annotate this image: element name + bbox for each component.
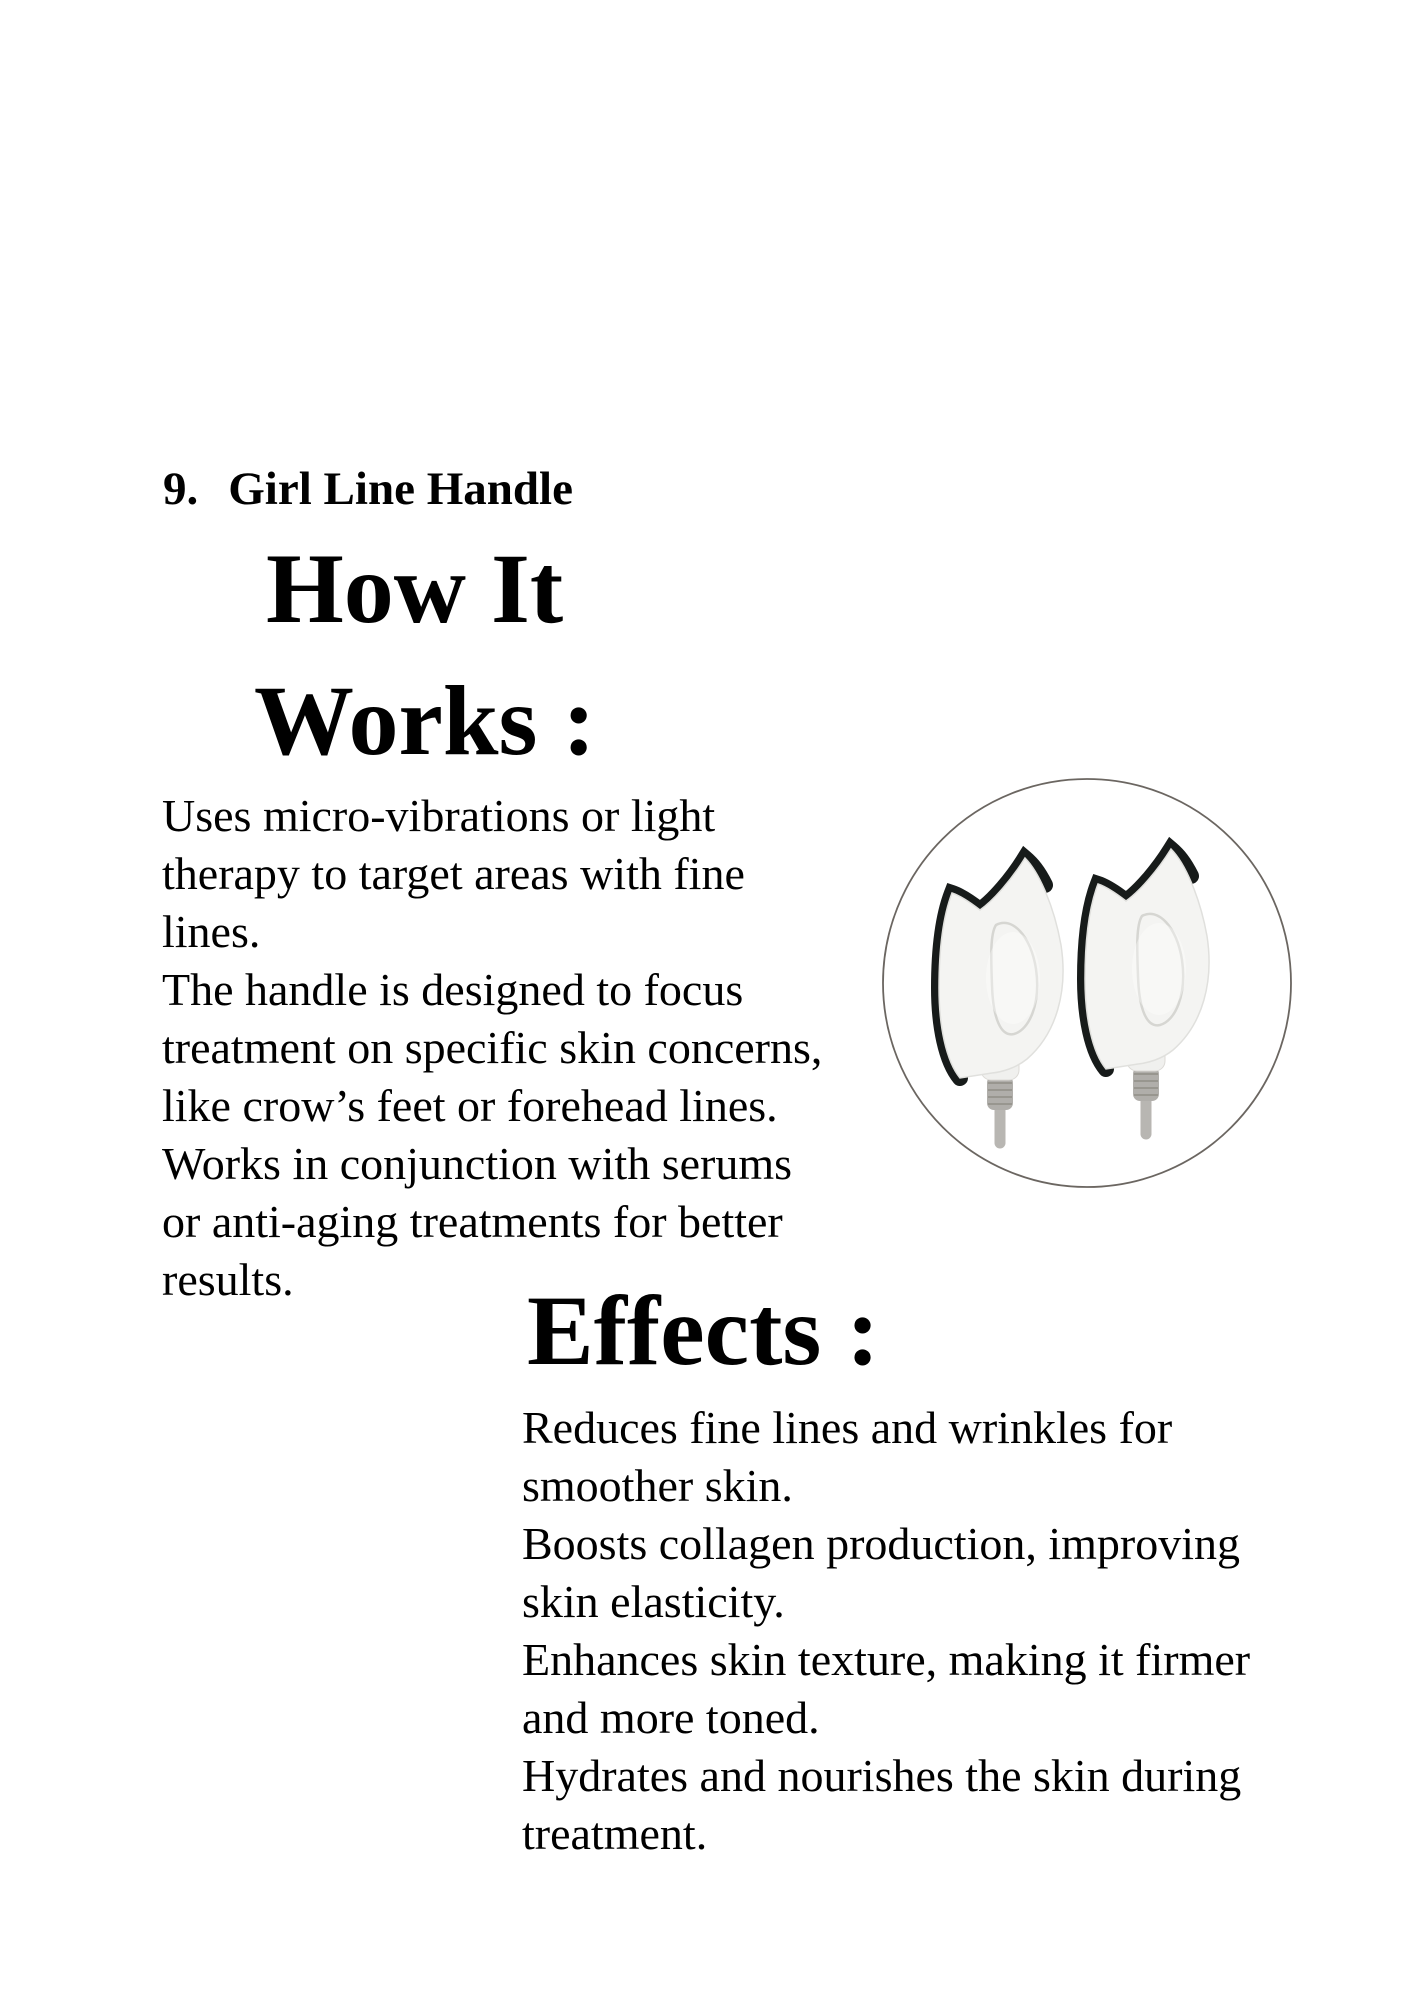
paragraph-line: Reduces fine lines and wrinkles for <box>522 1402 1173 1453</box>
paragraph-line: Works in conjunction with serums <box>162 1138 793 1189</box>
paragraph-line: Boosts collagen production, improving <box>522 1518 1241 1569</box>
paragraph-line: treatment. <box>522 1808 708 1859</box>
how-it-works-paragraph <box>162 787 822 1309</box>
paragraph-line: The handle is designed to focus <box>162 964 744 1015</box>
paragraph-line: skin elasticity. <box>522 1576 785 1627</box>
paragraph-line: Enhances skin texture, making it firmer <box>522 1634 1251 1685</box>
paragraph-line: Hydrates and nourishes the skin during <box>522 1750 1242 1801</box>
effects-paragraph <box>522 1399 1250 1863</box>
paragraph-line: or anti-aging treatments for better <box>162 1196 783 1247</box>
section-title: Girl Line Handle <box>228 463 573 515</box>
section-heading <box>163 463 573 515</box>
product-photo-illustration <box>875 773 1300 1198</box>
product-photo <box>875 773 1300 1198</box>
section-number: 9. <box>163 463 199 515</box>
effects-title: Effects : <box>527 1275 880 1386</box>
paragraph-line: lines. <box>162 906 261 957</box>
paragraph-line: Uses micro-vibrations or light <box>162 790 716 841</box>
paragraph-line: like crow’s feet or forehead lines. <box>162 1080 778 1131</box>
how-it-works-title-line-2: Works : <box>254 665 596 776</box>
paragraph-line: results. <box>162 1254 294 1305</box>
how-it-works-title-line-1: How It <box>266 533 564 644</box>
paragraph-line: smoother skin. <box>522 1460 793 1511</box>
paragraph-line: therapy to target areas with fine <box>162 848 745 899</box>
paragraph-line: treatment on specific skin concerns, <box>162 1022 823 1073</box>
paragraph-line: and more toned. <box>522 1692 820 1743</box>
